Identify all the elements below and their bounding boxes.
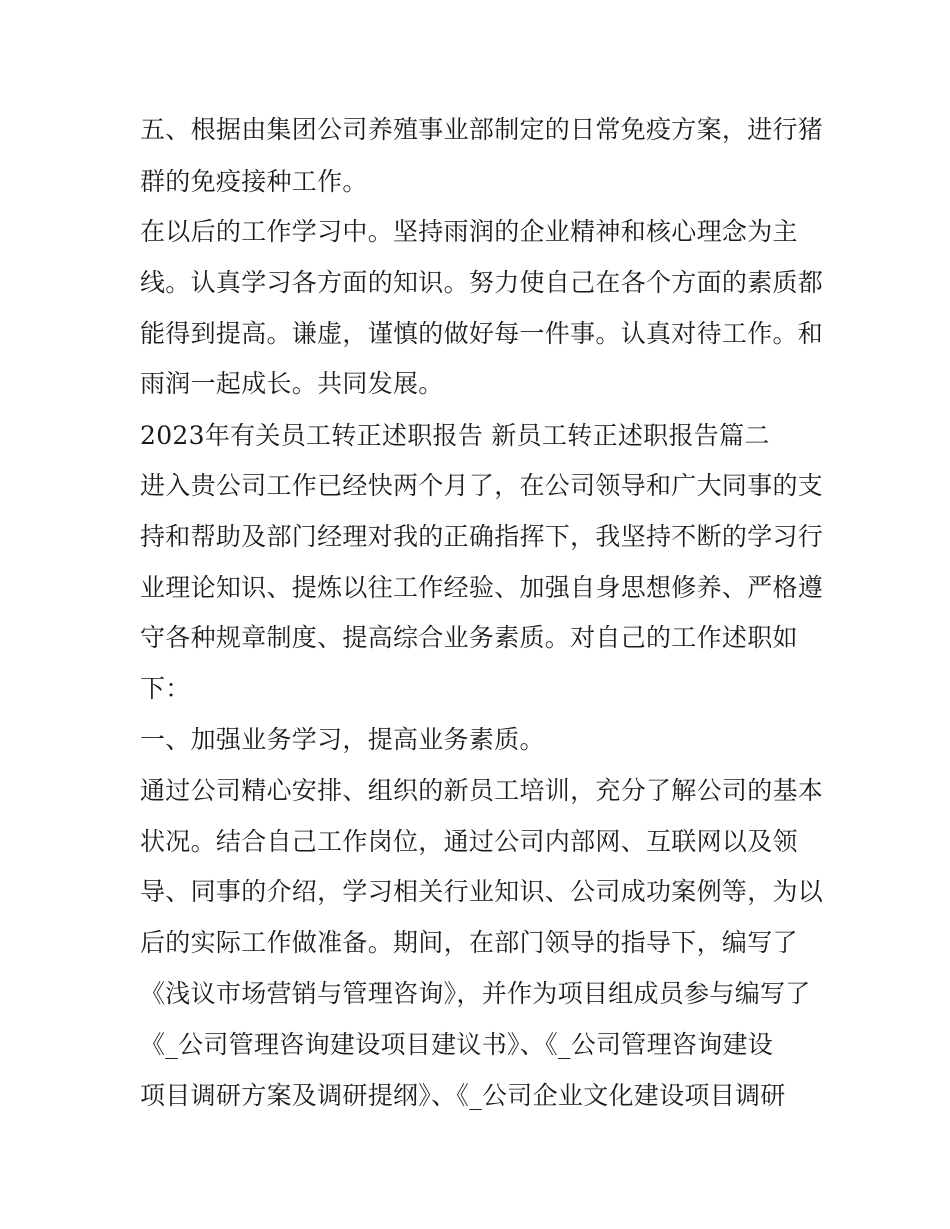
text-line: 后的实际工作做准备。期间，在部门领导的指导下，编写了 [140,928,798,957]
text-line: 雨润一起成长。共同发展。 [140,369,444,398]
text-line: 在以后的工作学习中。坚持雨润的企业精神和核心理念为主 [140,217,798,246]
text-line: 通过公司精心安排、组织的新员工培训，充分了解公司的基本 [140,776,824,805]
text-line: 状况。结合自己工作岗位，通过公司内部网、互联网以及领 [140,827,798,856]
text-line: 进入贵公司工作已经快两个月了，在公司领导和广大同事的支 [140,471,824,500]
text-line: 《浅议市场营销与管理咨询》，并作为项目组成员参与编写了 [140,979,811,1008]
text-line: 线。认真学习各方面的知识。努力使自己在各个方面的素质都 [140,268,824,297]
text-line: 群的免疫接种工作。 [140,167,368,196]
text-line: 五、根据由集团公司养殖事业部制定的日常免疫方案，进行猪 [140,115,824,144]
text-line: 下： [140,674,191,703]
text-line: 一、加强业务学习，提高业务素质。 [140,725,545,754]
text-line: 导、同事的介绍，学习相关行业知识、公司成功案例等，为以 [140,877,824,906]
text-line: 守各种规章制度、提高综合业务素质。对自己的工作述职如 [140,623,798,652]
text-line: 《_公司管理咨询建设项目建议书》、《_公司管理咨询建设 [140,1030,774,1059]
text-line: 持和帮助及部门经理对我的正确指挥下，我坚持不断的学习行 [140,522,824,551]
section-heading: 2023年有关员工转正述职报告 新员工转正述职报告篇二 [140,421,770,450]
text-line: 业理论知识、提炼以往工作经验、加强自身思想修养、严格遵 [140,573,824,602]
text-line: 能得到提高。谦虚，谨慎的做好每一件事。认真对待工作。和 [140,319,824,348]
text-line: 项目调研方案及调研提纲》、《_公司企业文化建设项目调研 [140,1081,786,1110]
